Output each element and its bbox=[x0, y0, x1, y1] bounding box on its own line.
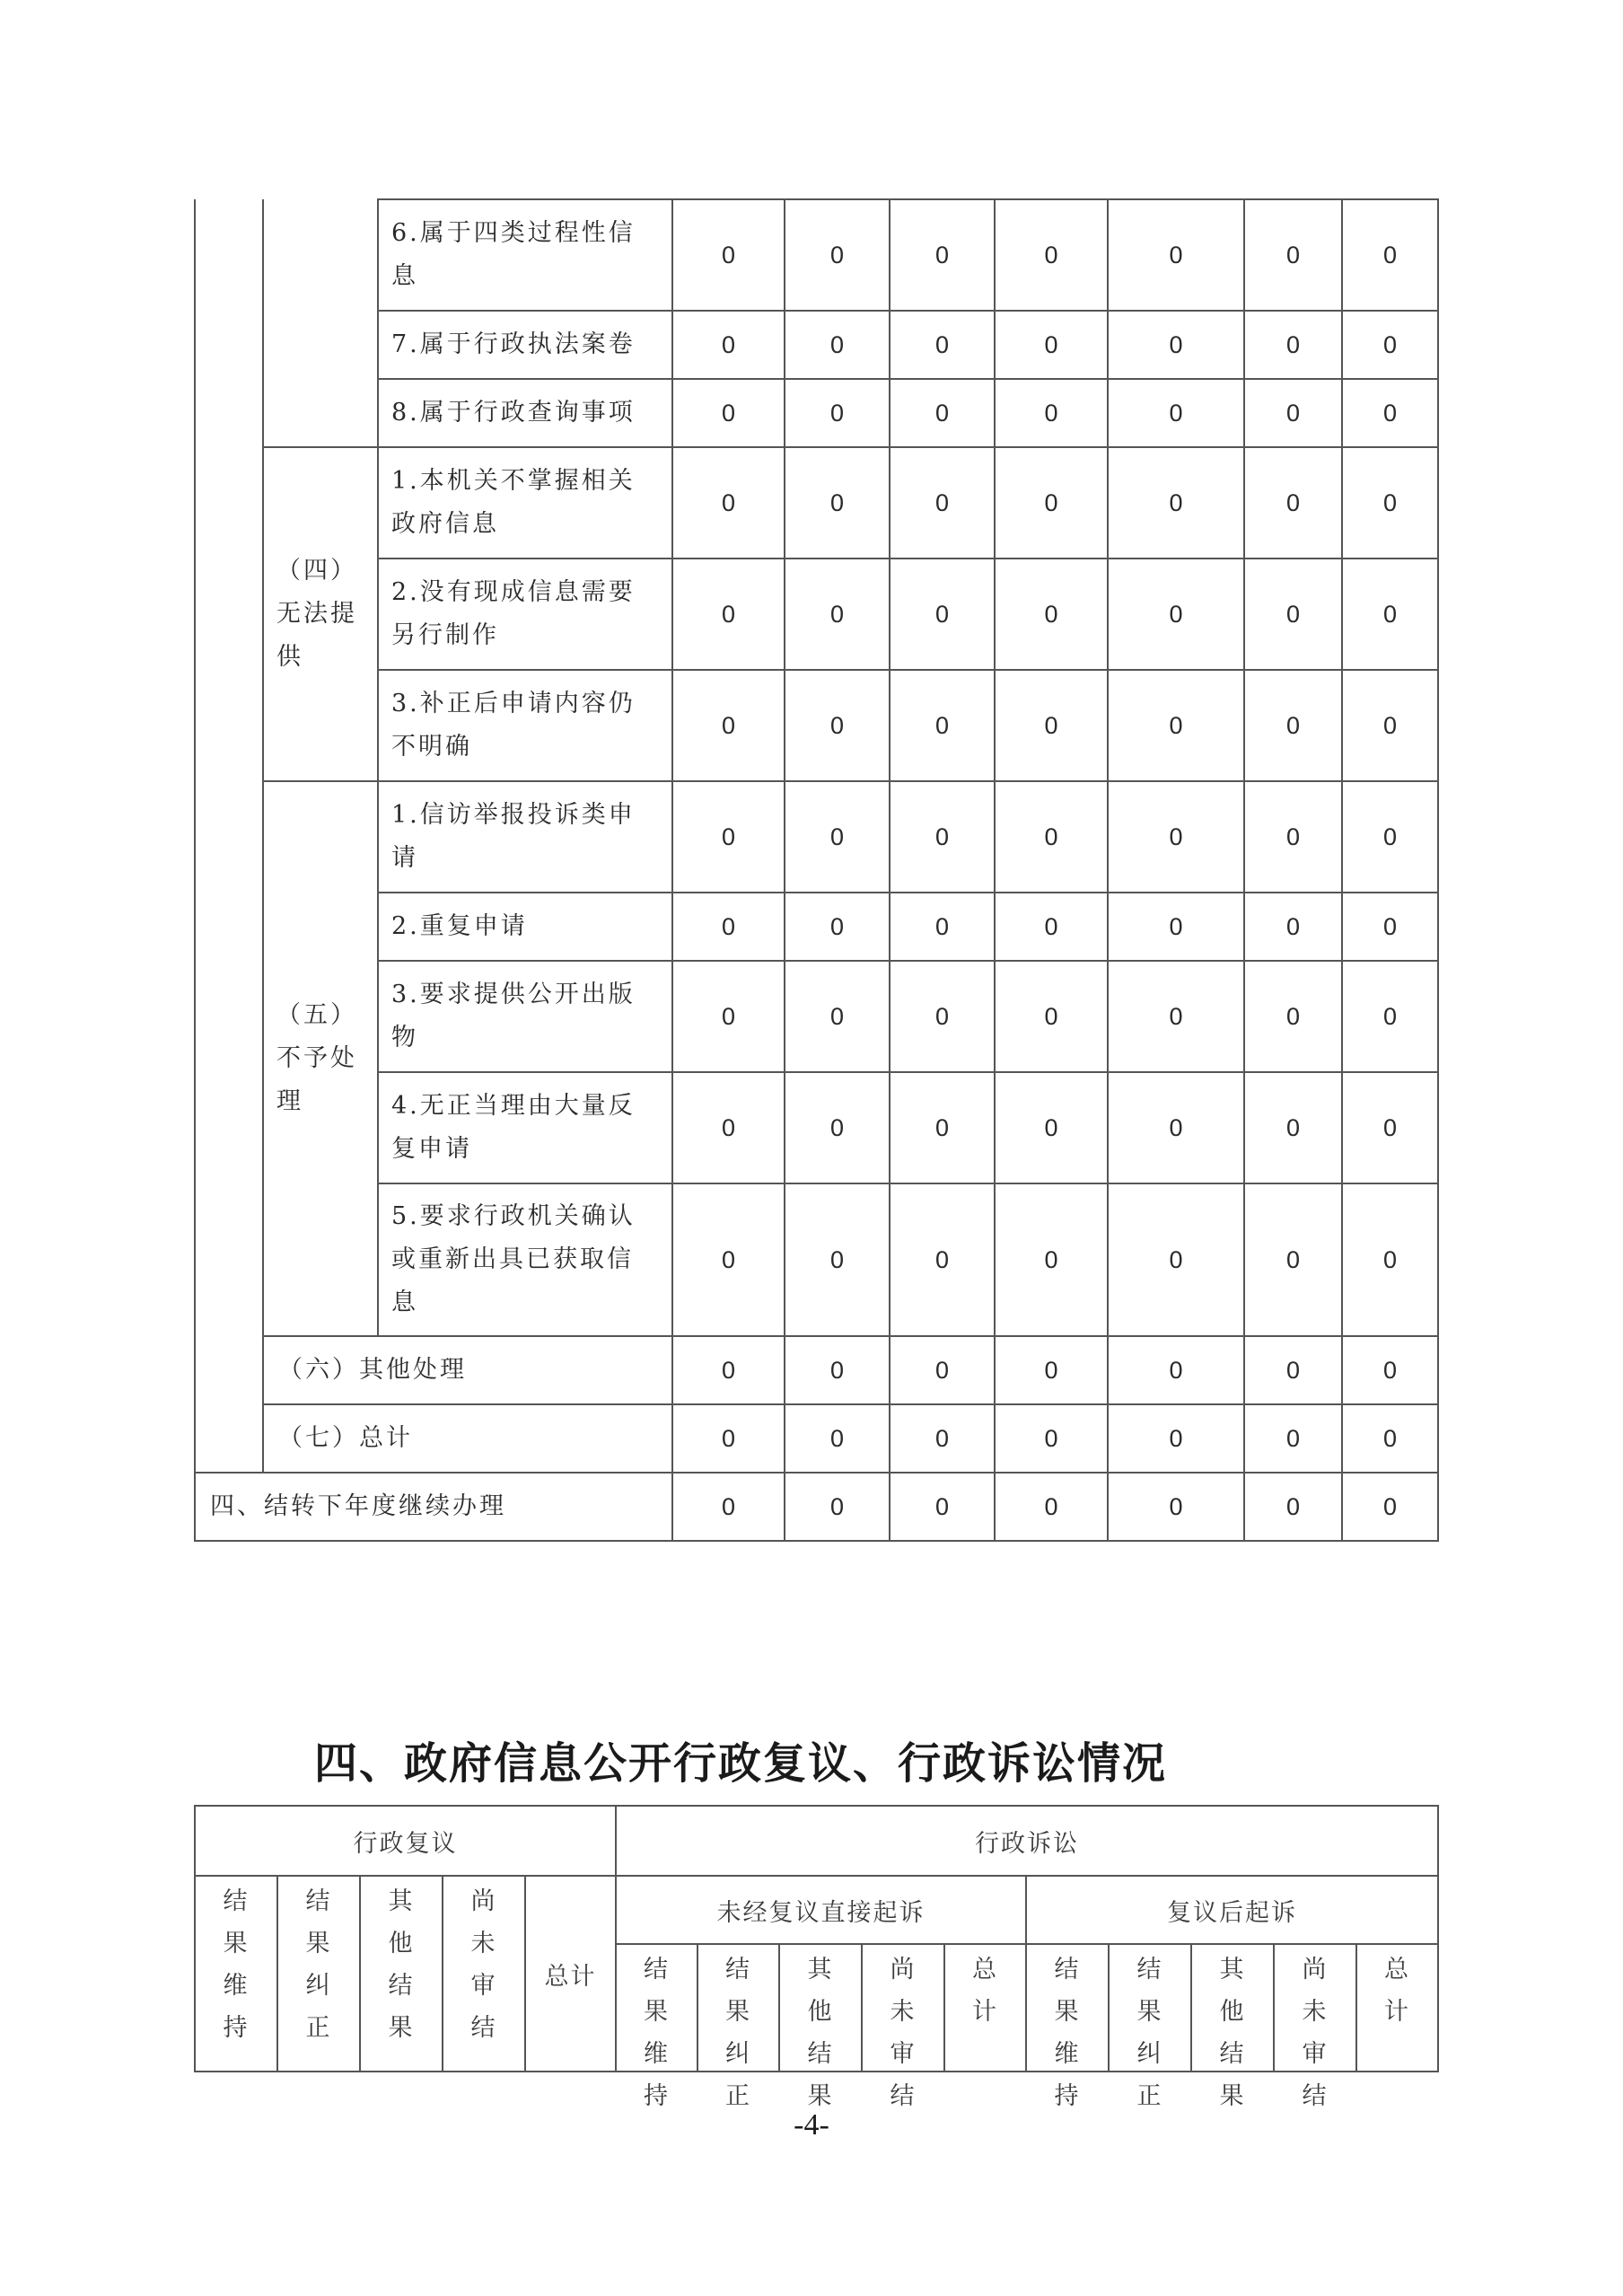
table-cell-value: 0 bbox=[1342, 379, 1438, 447]
table-cell-value: 0 bbox=[995, 1183, 1108, 1336]
item-label: 2.没有现成信息需要另行制作 bbox=[378, 559, 672, 670]
table-cell-value: 0 bbox=[785, 1473, 890, 1541]
table-cell-value: 0 bbox=[890, 961, 995, 1072]
table-cell-value: 0 bbox=[785, 559, 890, 670]
table-cell-value: 0 bbox=[1108, 1404, 1244, 1473]
table-cell-value: 0 bbox=[672, 1473, 785, 1541]
table-cell-value: 0 bbox=[785, 379, 890, 447]
table-cell-value: 0 bbox=[672, 1072, 785, 1183]
table-cell-value: 0 bbox=[1342, 1473, 1438, 1541]
table-cell-value: 0 bbox=[1244, 1183, 1342, 1336]
table-cell-value: 0 bbox=[890, 781, 995, 893]
table-cell-value: 0 bbox=[995, 961, 1108, 1072]
category-label-unable: （四）无法提供 bbox=[263, 447, 378, 781]
table-cell-value: 0 bbox=[785, 961, 890, 1072]
table-cell-value: 0 bbox=[1108, 1473, 1244, 1541]
table-cell-value: 0 bbox=[1244, 379, 1342, 447]
table-cell-value: 0 bbox=[785, 311, 890, 379]
table-cell-value: 0 bbox=[1342, 559, 1438, 670]
item-label: 6.属于四类过程性信息 bbox=[378, 199, 672, 311]
after-col-header: 总 计 bbox=[1356, 1944, 1438, 2072]
table-cell-value: 0 bbox=[672, 447, 785, 559]
table-cell-value: 0 bbox=[890, 893, 995, 961]
table-cell-value: 0 bbox=[672, 1336, 785, 1404]
table-cell-value: 0 bbox=[785, 1183, 890, 1336]
table-cell-value: 0 bbox=[995, 379, 1108, 447]
table-cell-value: 0 bbox=[1244, 781, 1342, 893]
table-cell-value: 0 bbox=[672, 781, 785, 893]
after-col-header: 其 他 结 果 bbox=[1191, 1944, 1274, 2072]
item-label: 7.属于行政执法案卷 bbox=[378, 311, 672, 379]
table-cell-value: 0 bbox=[672, 559, 785, 670]
item-label: 1.信访举报投诉类申请 bbox=[378, 781, 672, 893]
table-cell-value: 0 bbox=[995, 311, 1108, 379]
item-label: 3.要求提供公开出版物 bbox=[378, 961, 672, 1072]
direct-col-header: 结 果 维 持 bbox=[616, 1944, 697, 2072]
table-cell-value: 0 bbox=[890, 670, 995, 781]
table-cell-value: 0 bbox=[995, 781, 1108, 893]
outer-spacer-cell bbox=[195, 199, 263, 1473]
table-cell-value: 0 bbox=[995, 1473, 1108, 1541]
review-col-header: 其 他 结 果 bbox=[360, 1876, 443, 2072]
table-cell-value: 0 bbox=[1342, 670, 1438, 781]
table-cell-value: 0 bbox=[995, 893, 1108, 961]
item-label: 4.无正当理由大量反复申请 bbox=[378, 1072, 672, 1183]
table-cell-value: 0 bbox=[890, 311, 995, 379]
after-col-header: 结 果 维 持 bbox=[1026, 1944, 1109, 2072]
after-review-suit-header: 复议后起诉 bbox=[1026, 1876, 1438, 1944]
table-cell-value: 0 bbox=[672, 199, 785, 311]
table-cell-value: 0 bbox=[995, 1336, 1108, 1404]
table-cell-value: 0 bbox=[890, 1072, 995, 1183]
table-cell-value: 0 bbox=[995, 670, 1108, 781]
table-cell-value: 0 bbox=[1244, 670, 1342, 781]
table-cell-value: 0 bbox=[890, 559, 995, 670]
table-cell-value: 0 bbox=[1108, 379, 1244, 447]
review-col-header: 结 果 维 持 bbox=[195, 1876, 277, 2072]
item-label: 5.要求行政机关确认或重新出具已获取信息 bbox=[378, 1183, 672, 1336]
review-col-header: 总计 bbox=[525, 1876, 616, 2072]
table-cell-value: 0 bbox=[785, 893, 890, 961]
table-cell-value: 0 bbox=[1342, 781, 1438, 893]
table-cell-value: 0 bbox=[785, 670, 890, 781]
category-spacer-cell bbox=[263, 199, 378, 447]
table-cell-value: 0 bbox=[672, 893, 785, 961]
item-label: 1.本机关不掌握相关政府信息 bbox=[378, 447, 672, 559]
table-cell-value: 0 bbox=[1244, 559, 1342, 670]
table-cell-value: 0 bbox=[672, 1183, 785, 1336]
table-cell-value: 0 bbox=[785, 199, 890, 311]
table-cell-value: 0 bbox=[1108, 1183, 1244, 1336]
table-cell-value: 0 bbox=[890, 1183, 995, 1336]
table-cell-value: 0 bbox=[890, 447, 995, 559]
table-cell-value: 0 bbox=[1244, 961, 1342, 1072]
table-cell-value: 0 bbox=[1244, 447, 1342, 559]
table-cell-value: 0 bbox=[1342, 447, 1438, 559]
review-header: 行政复议 bbox=[195, 1806, 616, 1876]
table-cell-value: 0 bbox=[995, 1404, 1108, 1473]
table-cell-value: 0 bbox=[1342, 1336, 1438, 1404]
table-cell-value: 0 bbox=[1108, 961, 1244, 1072]
table-cell-value: 0 bbox=[1244, 1336, 1342, 1404]
review-col-header: 结 果 纠 正 bbox=[277, 1876, 360, 2072]
table-cell-value: 0 bbox=[1108, 447, 1244, 559]
table-cell-value: 0 bbox=[890, 1473, 995, 1541]
table-cell-value: 0 bbox=[785, 1404, 890, 1473]
table-cell-value: 0 bbox=[1244, 1404, 1342, 1473]
total-label: （七）总计 bbox=[263, 1404, 672, 1473]
table-cell-value: 0 bbox=[1342, 893, 1438, 961]
table-cell-value: 0 bbox=[995, 447, 1108, 559]
table-cell-value: 0 bbox=[1342, 1404, 1438, 1473]
table-cell-value: 0 bbox=[1108, 893, 1244, 961]
table-cell-value: 0 bbox=[1342, 1183, 1438, 1336]
direct-col-header: 其 他 结 果 bbox=[779, 1944, 862, 2072]
table-cell-value: 0 bbox=[1108, 559, 1244, 670]
item-label: 2.重复申请 bbox=[378, 893, 672, 961]
table-cell-value: 0 bbox=[1342, 311, 1438, 379]
category-label-not-processed: （五）不予处理 bbox=[263, 781, 378, 1336]
direct-col-header: 结 果 纠 正 bbox=[697, 1944, 779, 2072]
table-cell-value: 0 bbox=[890, 1404, 995, 1473]
direct-suit-header: 未经复议直接起诉 bbox=[616, 1876, 1026, 1944]
table-cell-value: 0 bbox=[785, 781, 890, 893]
table-cell-value: 0 bbox=[1108, 199, 1244, 311]
table-cell-value: 0 bbox=[1244, 1473, 1342, 1541]
table-cell-value: 0 bbox=[1108, 1072, 1244, 1183]
page-number: -4- bbox=[794, 2108, 829, 2142]
table-cell-value: 0 bbox=[1244, 893, 1342, 961]
table-cell-value: 0 bbox=[995, 559, 1108, 670]
table-cell-value: 0 bbox=[1342, 199, 1438, 311]
table-cell-value: 0 bbox=[890, 1336, 995, 1404]
litigation-header: 行政诉讼 bbox=[616, 1806, 1438, 1876]
table-cell-value: 0 bbox=[1108, 670, 1244, 781]
after-col-header: 尚 未 审 结 bbox=[1274, 1944, 1356, 2072]
other-processing-label: （六）其他处理 bbox=[263, 1336, 672, 1404]
after-col-header: 结 果 纠 正 bbox=[1109, 1944, 1191, 2072]
table-cell-value: 0 bbox=[785, 1336, 890, 1404]
table-cell-value: 0 bbox=[995, 1072, 1108, 1183]
table-cell-value: 0 bbox=[995, 199, 1108, 311]
table-cell-value: 0 bbox=[672, 961, 785, 1072]
table-cell-value: 0 bbox=[1342, 961, 1438, 1072]
review-col-header: 尚 未 审 结 bbox=[443, 1876, 525, 2072]
item-label: 8.属于行政查询事项 bbox=[378, 379, 672, 447]
table-cell-value: 0 bbox=[785, 1072, 890, 1183]
carry-over-label: 四、结转下年度继续办理 bbox=[195, 1473, 672, 1541]
table-cell-value: 0 bbox=[672, 1404, 785, 1473]
item-label: 3.补正后申请内容仍不明确 bbox=[378, 670, 672, 781]
table-cell-value: 0 bbox=[1108, 311, 1244, 379]
table-cell-value: 0 bbox=[1342, 1072, 1438, 1183]
direct-col-header: 尚 未 审 结 bbox=[862, 1944, 944, 2072]
table-cell-value: 0 bbox=[785, 447, 890, 559]
table-cell-value: 0 bbox=[1244, 311, 1342, 379]
table-cell-value: 0 bbox=[672, 311, 785, 379]
review-litigation-table bbox=[194, 1805, 1439, 2110]
table-cell-value: 0 bbox=[672, 670, 785, 781]
section-title: 四、政府信息公开行政复议、行政诉讼情况 bbox=[314, 1738, 1168, 1789]
table-cell-value: 0 bbox=[890, 199, 995, 311]
table-cell-value: 0 bbox=[1108, 1336, 1244, 1404]
table-cell-value: 0 bbox=[1108, 781, 1244, 893]
table-cell-value: 0 bbox=[890, 379, 995, 447]
table-cell-value: 0 bbox=[1244, 199, 1342, 311]
table-cell-value: 0 bbox=[672, 379, 785, 447]
table-cell-value: 0 bbox=[1244, 1072, 1342, 1183]
direct-col-header: 总 计 bbox=[944, 1944, 1026, 2072]
application-result-table bbox=[194, 198, 1439, 1542]
